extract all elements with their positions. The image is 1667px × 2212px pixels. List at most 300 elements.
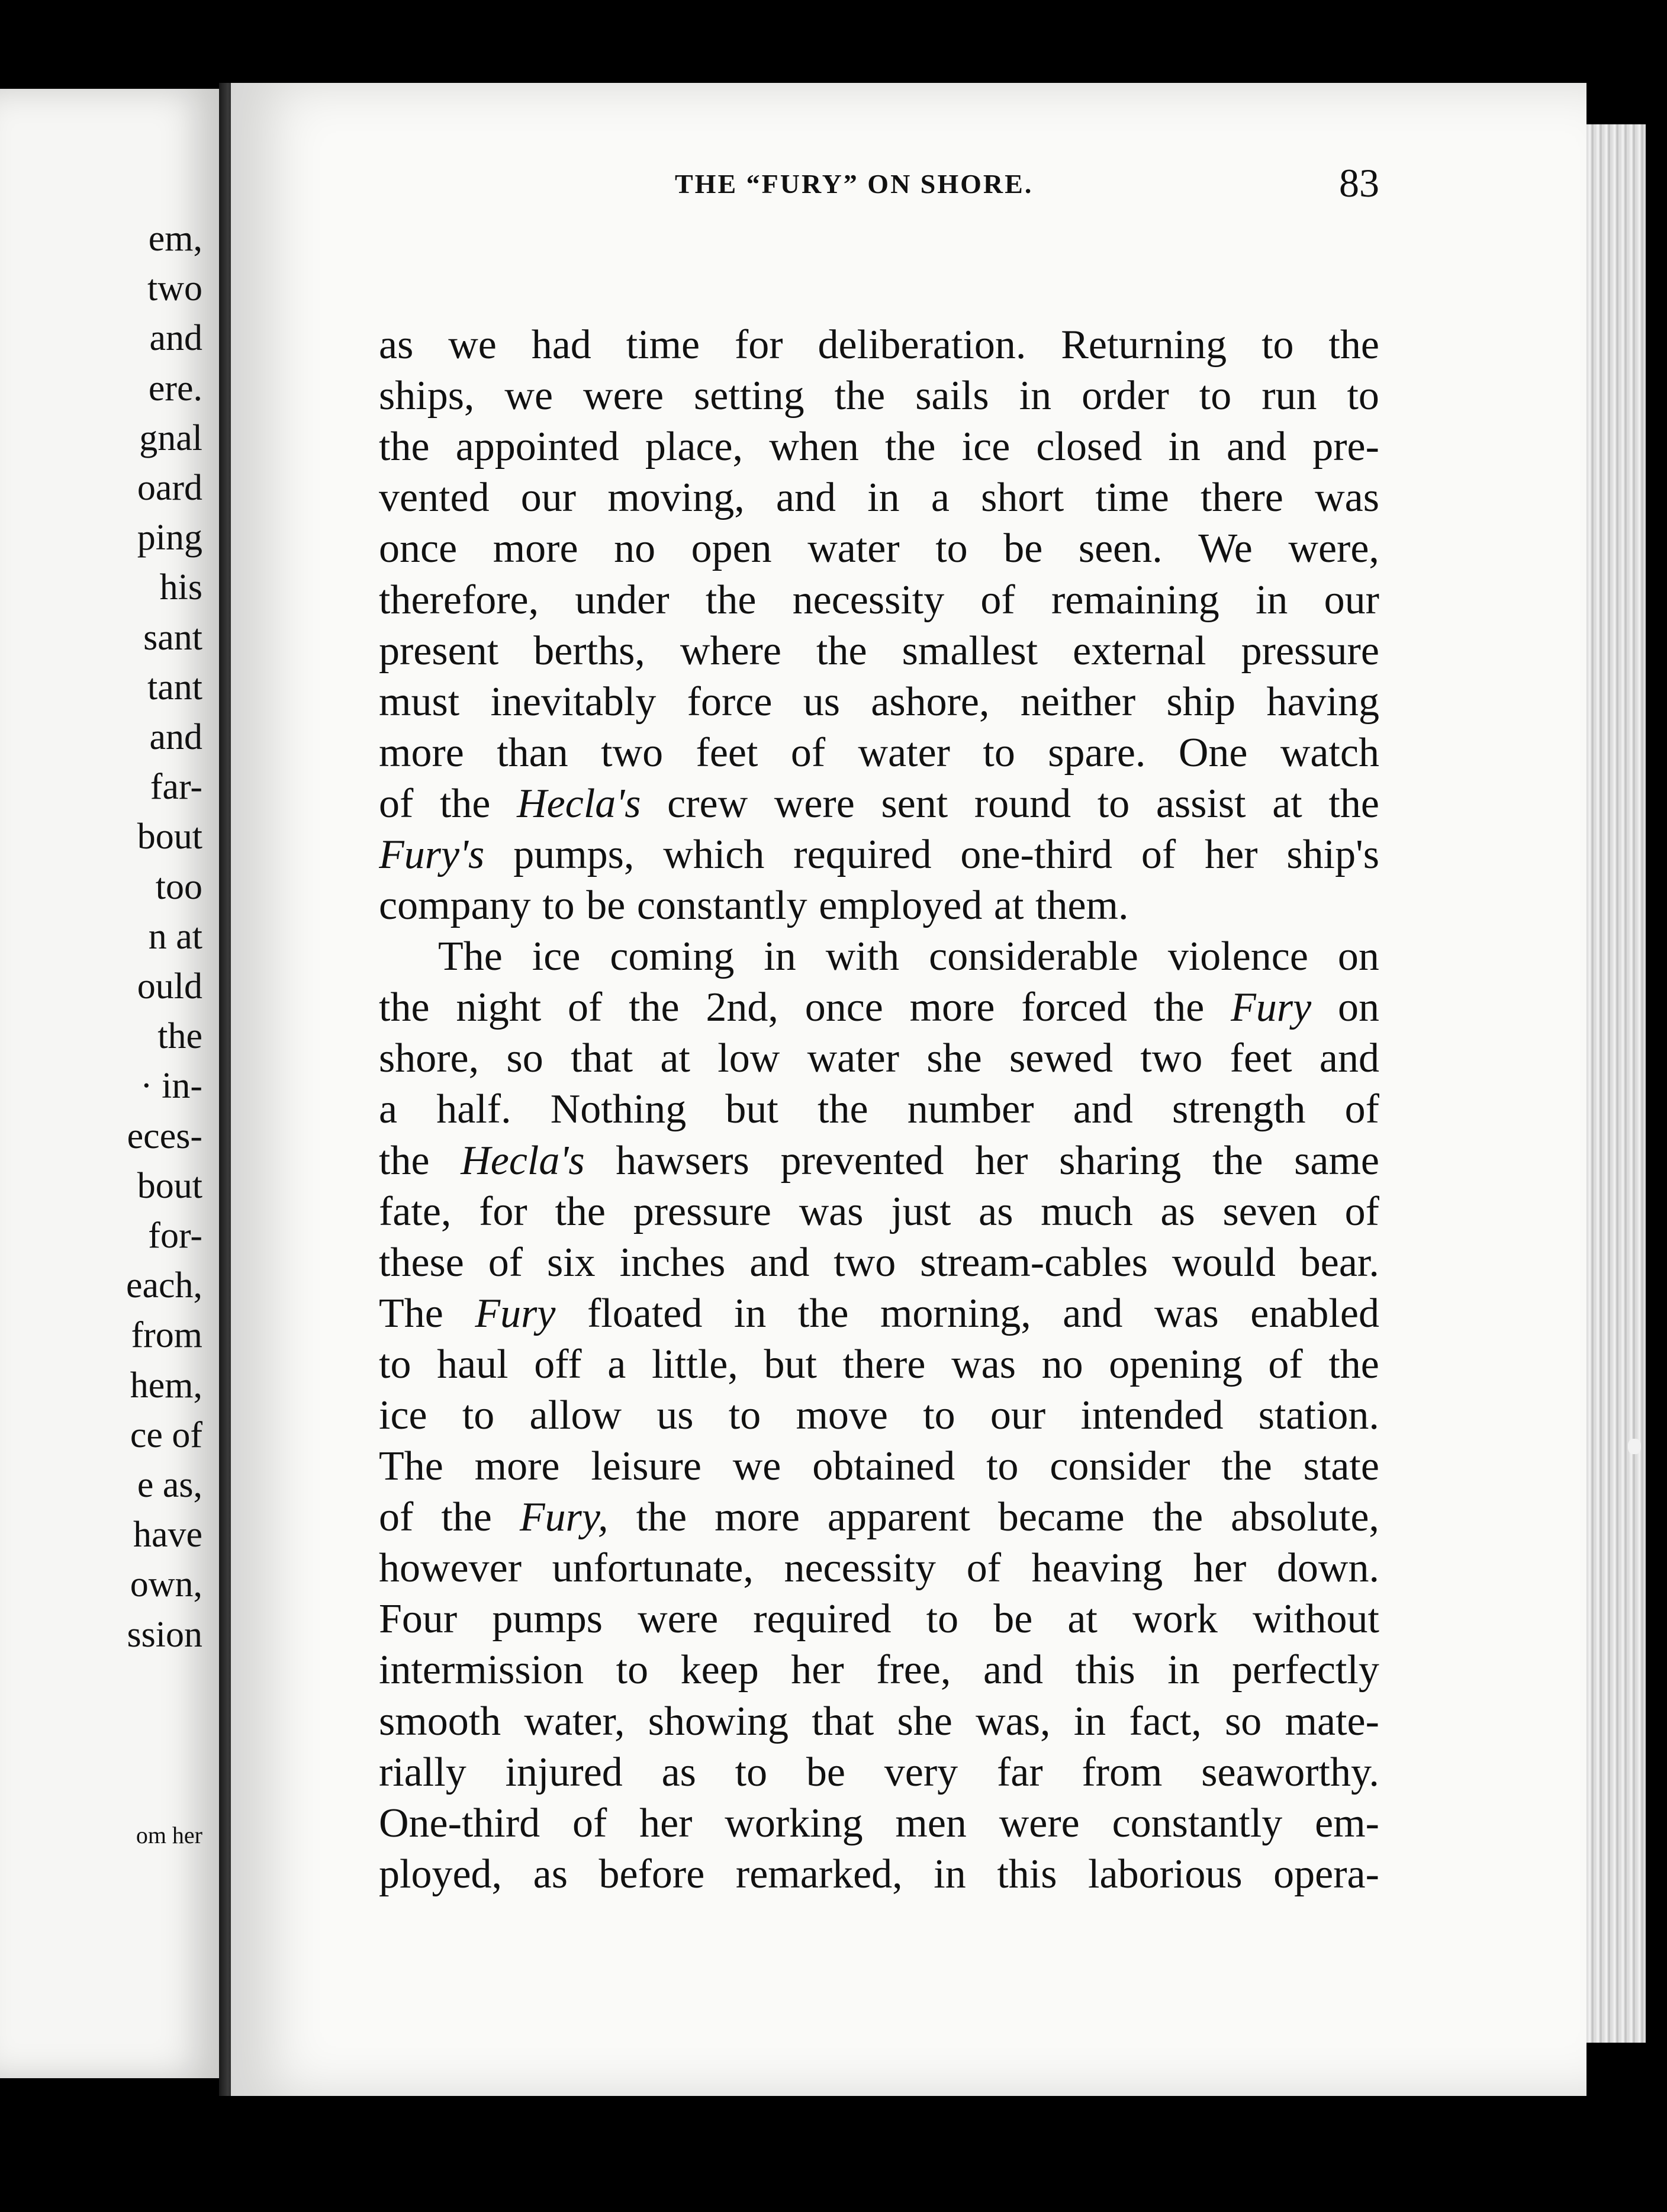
- word: to: [935, 526, 968, 572]
- word: her: [975, 1137, 1028, 1184]
- word: rially: [379, 1749, 466, 1795]
- word: the: [1328, 780, 1379, 827]
- word: considerable: [929, 934, 1138, 980]
- word: as: [533, 1851, 568, 1897]
- word: were,: [1288, 526, 1379, 572]
- facing-page-line-fragment: bout: [137, 816, 202, 857]
- word: which: [663, 831, 765, 877]
- word: feet: [696, 729, 758, 776]
- word: intended: [1080, 1393, 1224, 1439]
- word: were: [638, 1596, 719, 1642]
- facing-page-line-fragment: from: [131, 1315, 202, 1356]
- word: Fury,: [519, 1494, 609, 1541]
- facing-page-line-fragment: two: [147, 268, 202, 309]
- word: stream-cables: [920, 1239, 1148, 1285]
- word: her: [1193, 1545, 1247, 1592]
- word: without: [1253, 1596, 1379, 1642]
- word: much: [1041, 1188, 1133, 1234]
- word: apparent: [827, 1494, 970, 1541]
- word: our: [990, 1393, 1046, 1439]
- word: closed: [1036, 424, 1143, 470]
- word: the: [1212, 1137, 1263, 1184]
- word: her: [639, 1800, 693, 1846]
- word: the: [818, 1086, 868, 1133]
- word: the: [1153, 985, 1205, 1031]
- text-line: [379, 472, 1379, 523]
- word: at: [660, 1036, 690, 1082]
- word: that: [571, 1036, 633, 1082]
- text-line: [379, 677, 1379, 728]
- word: the: [379, 424, 430, 470]
- word: to: [1261, 322, 1294, 368]
- word: the: [1328, 1341, 1379, 1387]
- word: moving,: [607, 475, 745, 521]
- word: of: [1344, 1086, 1379, 1133]
- facing-page-line-fragment: too: [155, 866, 202, 907]
- word: for: [735, 322, 783, 368]
- text-line: [379, 880, 1379, 931]
- word: at: [1067, 1596, 1098, 1642]
- word: inches: [619, 1239, 726, 1285]
- word: present: [379, 628, 499, 674]
- word: in: [1019, 373, 1052, 419]
- facing-page-line-fragment: ssion: [127, 1614, 202, 1655]
- word: so: [506, 1036, 543, 1082]
- word: to: [1347, 373, 1379, 419]
- word: be: [1003, 526, 1043, 572]
- facing-page-line-fragment: ould: [137, 966, 202, 1007]
- word: them.: [1035, 883, 1129, 929]
- word: inevitably: [490, 679, 656, 725]
- word: one-third: [960, 831, 1112, 877]
- word: we: [504, 373, 553, 419]
- word: to: [923, 1393, 955, 1439]
- facing-page-line-fragment: ce of: [130, 1414, 202, 1455]
- word: the: [555, 1188, 606, 1234]
- word: than: [497, 729, 568, 776]
- word: to: [462, 1393, 495, 1439]
- word: at: [993, 883, 1024, 929]
- word: these: [379, 1239, 464, 1285]
- facing-page-line-fragment: ere.: [148, 368, 202, 409]
- word: assist: [1156, 780, 1246, 827]
- word: laborious: [1088, 1851, 1243, 1897]
- word: seaworthy.: [1201, 1749, 1379, 1795]
- word: water: [807, 526, 900, 572]
- word: absolute,: [1231, 1494, 1379, 1541]
- word: and: [1073, 1086, 1133, 1133]
- word: working: [725, 1800, 863, 1846]
- word: setting: [694, 373, 804, 419]
- word: perfectly: [1232, 1647, 1379, 1693]
- word: two: [1140, 1036, 1203, 1082]
- word: in: [1255, 577, 1288, 623]
- word: em-: [1315, 1800, 1379, 1846]
- word: were: [583, 373, 664, 419]
- text-line: [379, 1798, 1379, 1849]
- text-line: [379, 1747, 1379, 1798]
- word: must: [379, 679, 460, 725]
- word: Four: [379, 1596, 458, 1642]
- word: unfortunate,: [552, 1545, 754, 1592]
- word: sewed: [1009, 1036, 1113, 1082]
- word: when: [769, 424, 859, 470]
- text-line: [379, 1033, 1379, 1084]
- word: morning,: [880, 1290, 1031, 1336]
- facing-page-fragment: [0, 89, 219, 2078]
- word: under: [575, 577, 670, 623]
- word: be: [993, 1596, 1033, 1642]
- word: pressure: [1241, 628, 1379, 674]
- word: time: [626, 322, 700, 368]
- word: from: [1082, 1749, 1163, 1795]
- word: we: [448, 322, 497, 368]
- word: once: [379, 526, 458, 572]
- word: remarked,: [735, 1851, 903, 1897]
- word: to: [1097, 780, 1130, 827]
- word: the: [884, 424, 936, 470]
- word: no: [1041, 1341, 1083, 1387]
- word: force: [687, 679, 773, 725]
- word: The: [438, 934, 503, 980]
- word: pressure: [633, 1188, 771, 1234]
- word: as: [1160, 1188, 1195, 1234]
- word: The: [379, 1443, 443, 1490]
- word: night: [456, 985, 542, 1031]
- text-line: [379, 982, 1379, 1033]
- word: the: [379, 1137, 430, 1184]
- word: sent: [881, 780, 948, 827]
- word: a: [379, 1086, 398, 1133]
- facing-page-line-fragment: and: [149, 318, 202, 359]
- word: necessity: [784, 1545, 937, 1592]
- word: water,: [524, 1698, 625, 1744]
- word: seven: [1222, 1188, 1317, 1234]
- page-speck: [1628, 1439, 1641, 1454]
- word: a: [607, 1341, 626, 1387]
- word: pre-: [1312, 424, 1379, 470]
- word: on: [1337, 934, 1379, 980]
- word: this: [997, 1851, 1057, 1897]
- word: the: [1328, 322, 1379, 368]
- word: men: [895, 1800, 967, 1846]
- facing-page-line-fragment: and: [149, 717, 202, 757]
- text-line: [379, 1543, 1379, 1594]
- word: Hecla's: [517, 780, 641, 827]
- word: obtained: [812, 1443, 955, 1490]
- word: to: [379, 1341, 411, 1387]
- facing-page-line-fragment: oard: [137, 468, 202, 508]
- word: more: [474, 1443, 560, 1490]
- word: just: [891, 1188, 951, 1234]
- word: watch: [1280, 729, 1379, 776]
- word: consider: [1050, 1443, 1190, 1490]
- word: in: [764, 934, 796, 980]
- text-line: [379, 1492, 1379, 1543]
- word: pumps,: [513, 831, 635, 877]
- word: little,: [651, 1341, 738, 1387]
- facing-page-line-fragment: bout: [137, 1165, 202, 1206]
- word: forced: [1021, 985, 1127, 1031]
- word: berths,: [533, 628, 645, 674]
- word: us: [656, 1393, 694, 1439]
- word: Hecla's: [461, 1137, 585, 1184]
- text-line: [379, 931, 1379, 982]
- word: having: [1266, 679, 1379, 725]
- word: before: [598, 1851, 705, 1897]
- word: shore,: [379, 1036, 479, 1082]
- word: we: [732, 1443, 781, 1490]
- word: ship: [1166, 679, 1236, 725]
- word: and: [1063, 1290, 1123, 1336]
- word: of: [790, 729, 826, 776]
- word: Fury: [475, 1290, 556, 1336]
- word: therefore,: [379, 577, 539, 623]
- word: fate,: [379, 1188, 452, 1234]
- text-line: [379, 320, 1379, 371]
- word: water: [858, 729, 950, 776]
- word: intermission: [379, 1647, 584, 1693]
- word: the: [834, 373, 886, 419]
- word: the: [441, 1494, 492, 1541]
- word: low: [717, 1036, 780, 1082]
- word: Fury's: [379, 831, 485, 877]
- word: far: [996, 1749, 1043, 1795]
- word: of: [980, 577, 1015, 623]
- facing-page-line-fragment: eces-: [127, 1115, 202, 1156]
- word: off: [534, 1341, 582, 1387]
- word: this: [1075, 1647, 1135, 1693]
- text-line: [379, 371, 1379, 422]
- word: open: [691, 526, 772, 572]
- word: smooth: [379, 1698, 501, 1744]
- page-number: 83: [1339, 160, 1379, 205]
- word: there: [1200, 475, 1283, 521]
- facing-page-line-fragment: the: [157, 1016, 202, 1057]
- word: floated: [587, 1290, 703, 1336]
- word: more: [493, 526, 578, 572]
- word: keep: [680, 1647, 759, 1693]
- word: ashore,: [871, 679, 990, 725]
- word: hawsers: [616, 1137, 749, 1184]
- text-line: [379, 779, 1379, 830]
- word: seen.: [1078, 526, 1163, 572]
- word: to: [735, 1749, 768, 1795]
- word: so: [1225, 1698, 1262, 1744]
- word: Nothing: [550, 1086, 687, 1133]
- text-line: [379, 1441, 1379, 1492]
- facing-page-line-fragment: em,: [148, 218, 202, 259]
- word: was: [1315, 475, 1379, 521]
- word: the: [636, 1494, 687, 1541]
- word: bear.: [1299, 1239, 1379, 1285]
- word: the: [797, 1290, 849, 1336]
- word: the: [816, 628, 867, 674]
- word: same: [1294, 1137, 1379, 1184]
- word: in: [1167, 1647, 1200, 1693]
- word: and: [1227, 424, 1287, 470]
- word: with: [825, 934, 900, 980]
- word: was: [799, 1188, 864, 1234]
- word: sails: [915, 373, 989, 419]
- word: neither: [1020, 679, 1136, 725]
- word: six: [546, 1239, 596, 1285]
- facing-page-line-fragment: tant: [147, 667, 202, 708]
- word: in: [733, 1290, 767, 1336]
- word: move: [796, 1393, 888, 1439]
- word: the: [379, 985, 430, 1031]
- word: run: [1261, 373, 1317, 419]
- word: the: [1221, 1443, 1272, 1490]
- text-line: [379, 1084, 1379, 1135]
- word: Returning: [1061, 322, 1227, 368]
- word: had: [531, 322, 591, 368]
- word: on: [1337, 985, 1379, 1031]
- word: of: [568, 985, 603, 1031]
- word: but: [764, 1341, 817, 1387]
- word: would: [1172, 1239, 1276, 1285]
- word: water: [807, 1036, 900, 1082]
- word: One-third: [379, 1800, 540, 1846]
- word: there: [842, 1341, 926, 1387]
- text-line: [379, 1390, 1379, 1441]
- word: be: [806, 1749, 845, 1795]
- word: our: [1324, 577, 1379, 623]
- word: place,: [645, 424, 744, 470]
- word: 2nd,: [706, 985, 778, 1031]
- word: was: [951, 1341, 1016, 1387]
- word: feet: [1230, 1036, 1292, 1082]
- word: sharing: [1059, 1137, 1182, 1184]
- word: deliberation.: [818, 322, 1026, 368]
- word: of: [1268, 1341, 1303, 1387]
- word: number: [907, 1086, 1034, 1133]
- word: to: [1199, 373, 1232, 419]
- word: to: [542, 883, 575, 929]
- word: as: [661, 1749, 696, 1795]
- word: remaining: [1051, 577, 1219, 623]
- word: order: [1082, 373, 1169, 419]
- word: that: [812, 1698, 874, 1744]
- word: to: [926, 1596, 959, 1642]
- word: down.: [1276, 1545, 1379, 1592]
- word: short: [981, 475, 1064, 521]
- word: the: [1152, 1494, 1203, 1541]
- word: appointed: [455, 424, 619, 470]
- word: ship's: [1286, 831, 1379, 877]
- text-line: [379, 830, 1379, 880]
- text-line: [379, 1594, 1379, 1645]
- word: to: [616, 1647, 649, 1693]
- word: in: [867, 475, 900, 521]
- word: pumps: [492, 1596, 603, 1642]
- word: as: [379, 322, 414, 368]
- word: a: [931, 475, 950, 521]
- text-line: [379, 1288, 1379, 1339]
- word: ice: [379, 1393, 427, 1439]
- word: of: [966, 1545, 1001, 1592]
- text-line: [379, 1696, 1379, 1747]
- word: work: [1132, 1596, 1218, 1642]
- word: to: [986, 1443, 1019, 1490]
- word: the: [629, 985, 680, 1031]
- word: her: [1205, 831, 1258, 877]
- word: ice: [532, 934, 581, 980]
- word: were: [774, 780, 855, 827]
- word: two: [601, 729, 664, 776]
- word: our: [520, 475, 577, 521]
- body-text: [379, 320, 1379, 1900]
- word: constantly: [636, 883, 807, 929]
- word: the: [439, 780, 491, 827]
- facing-page-line-fragment: each,: [125, 1265, 202, 1306]
- word: leisure: [591, 1443, 701, 1490]
- word: was: [1154, 1290, 1219, 1336]
- word: spare.: [1048, 729, 1146, 776]
- word: more: [715, 1494, 800, 1541]
- word: smallest: [902, 628, 1038, 674]
- word: heaving: [1031, 1545, 1163, 1592]
- word: in: [1073, 1698, 1106, 1744]
- word: external: [1073, 628, 1206, 674]
- word: two: [833, 1239, 896, 1285]
- word: mate-: [1285, 1698, 1379, 1744]
- word: required: [753, 1596, 892, 1642]
- word: opera-: [1273, 1851, 1379, 1897]
- facing-page-line-fragment: sant: [143, 617, 202, 658]
- text-line: [379, 626, 1379, 677]
- word: injured: [505, 1749, 623, 1795]
- word: the: [705, 577, 757, 623]
- word: to: [983, 729, 1015, 776]
- facing-page-line-fragment: hem,: [130, 1365, 202, 1406]
- text-line: [379, 1849, 1379, 1900]
- word: more: [909, 985, 995, 1031]
- word: of: [1141, 831, 1176, 877]
- word: were: [999, 1800, 1080, 1846]
- page-edges: [1586, 124, 1646, 2043]
- word: allow: [529, 1393, 622, 1439]
- word: required: [793, 831, 932, 877]
- text-line: [379, 1136, 1379, 1187]
- word: opening: [1109, 1341, 1243, 1387]
- running-title: THE “FURY” ON SHORE.: [675, 169, 1034, 199]
- word: to: [728, 1393, 761, 1439]
- word: coming: [610, 934, 735, 980]
- word: The: [379, 1290, 443, 1336]
- word: station.: [1258, 1393, 1379, 1439]
- word: of: [379, 1494, 414, 1541]
- facing-page-line-fragment: own,: [130, 1564, 202, 1605]
- word: more: [379, 729, 464, 776]
- word: state: [1303, 1443, 1379, 1490]
- word: ice: [961, 424, 1011, 470]
- facing-page-line-fragment: n at: [148, 916, 202, 957]
- word: violence: [1167, 934, 1308, 980]
- word: was,: [976, 1698, 1051, 1744]
- word: vented: [379, 475, 490, 521]
- facing-page-line-fragment: his: [159, 567, 202, 608]
- text-line: [379, 422, 1379, 472]
- text-line: [379, 1187, 1379, 1237]
- facing-page-line-fragment: have: [133, 1515, 202, 1555]
- facing-page-line-fragment: ping: [137, 517, 202, 558]
- word: however: [379, 1545, 522, 1592]
- word: and: [749, 1239, 810, 1285]
- facing-page-line-fragment: far-: [150, 767, 202, 808]
- word: One: [1178, 729, 1248, 776]
- word: employed: [819, 883, 983, 929]
